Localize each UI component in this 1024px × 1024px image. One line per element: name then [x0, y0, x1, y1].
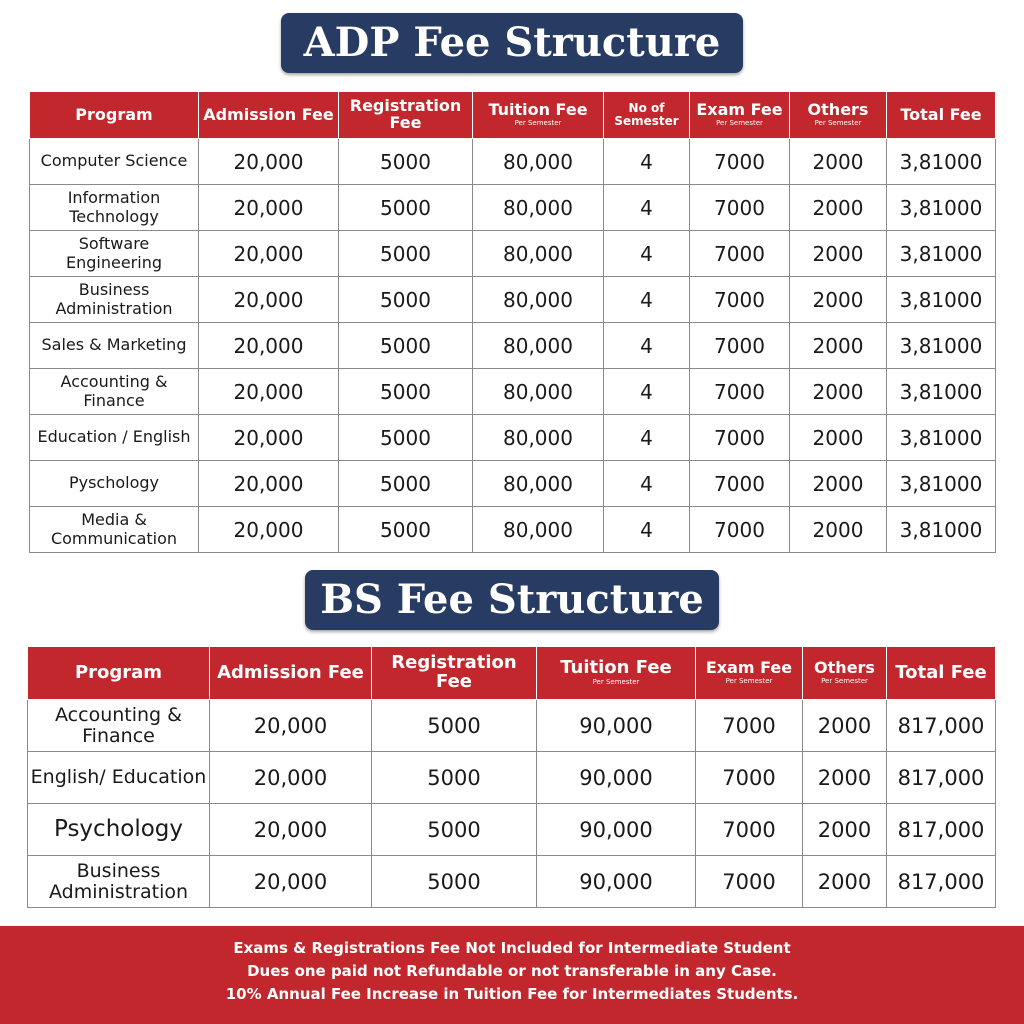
- adp-cell-semesters: 4: [604, 461, 690, 507]
- adp-cell-semesters: 4: [604, 277, 690, 323]
- adp-cell-tuition: 80,000: [473, 231, 604, 277]
- adp-cell-admission: 20,000: [199, 507, 339, 553]
- bs-cell-exam: 7000: [696, 700, 803, 752]
- table-row: [28, 804, 996, 856]
- adp-cell-tuition: 80,000: [473, 185, 604, 231]
- adp-cell-total: 3,81000: [887, 415, 996, 461]
- bs-header-registration: Registration Fee: [372, 647, 537, 700]
- bs-cell-others: 2000: [803, 804, 887, 856]
- bs-cell-others: 2000: [803, 752, 887, 804]
- adp-cell-program: Education / English: [30, 415, 199, 461]
- adp-header-others-sub: Per Semester: [814, 119, 862, 128]
- adp-cell-total: 3,81000: [887, 369, 996, 415]
- adp-cell-total: 3,81000: [887, 185, 996, 231]
- adp-header-semesters: No of Semester: [604, 92, 690, 139]
- adp-cell-exam: 7000: [690, 507, 790, 553]
- footer-notes: [0, 926, 1024, 1024]
- adp-header-tuition-sub: Per Semester: [514, 119, 562, 128]
- bs-cell-program: Psychology: [28, 804, 210, 856]
- adp-cell-admission: 20,000: [199, 231, 339, 277]
- bs-cell-total: 817,000: [887, 804, 996, 856]
- table-row: [30, 277, 996, 323]
- adp-cell-total: 3,81000: [887, 323, 996, 369]
- table-row: [30, 415, 996, 461]
- adp-cell-exam: 7000: [690, 231, 790, 277]
- bs-cell-total: 817,000: [887, 752, 996, 804]
- bs-fee-table: [27, 646, 996, 908]
- bs-cell-tuition: 90,000: [537, 700, 696, 752]
- adp-cell-semesters: 4: [604, 323, 690, 369]
- adp-cell-tuition: 80,000: [473, 415, 604, 461]
- adp-fee-table: [29, 91, 996, 553]
- bs-cell-total: 817,000: [887, 700, 996, 752]
- adp-cell-semesters: 4: [604, 231, 690, 277]
- adp-cell-others: 2000: [790, 323, 887, 369]
- bs-cell-exam: 7000: [696, 752, 803, 804]
- adp-cell-others: 2000: [790, 461, 887, 507]
- bs-cell-admission: 20,000: [210, 752, 372, 804]
- adp-cell-others: 2000: [790, 507, 887, 553]
- adp-cell-others: 2000: [790, 139, 887, 185]
- adp-cell-tuition: 80,000: [473, 277, 604, 323]
- adp-cell-total: 3,81000: [887, 507, 996, 553]
- adp-cell-total: 3,81000: [887, 139, 996, 185]
- adp-cell-registration: 5000: [339, 323, 473, 369]
- adp-cell-tuition: 80,000: [473, 323, 604, 369]
- bs-header-tuition: [537, 647, 696, 700]
- bs-header-others-sub: Per Semester: [821, 677, 868, 686]
- table-row: [30, 323, 996, 369]
- adp-cell-exam: 7000: [690, 139, 790, 185]
- footer-note: Dues one paid not Refundable or not transferable in any Case.: [247, 962, 777, 980]
- bs-cell-exam: 7000: [696, 856, 803, 908]
- adp-cell-exam: 7000: [690, 277, 790, 323]
- adp-header-others: [790, 92, 887, 139]
- adp-header-exam-sub: Per Semester: [716, 119, 763, 128]
- table-row: [30, 185, 996, 231]
- bs-cell-admission: 20,000: [210, 804, 372, 856]
- adp-cell-program: Pyschology: [30, 461, 199, 507]
- table-row: [30, 369, 996, 415]
- adp-cell-program: Business Administration: [30, 277, 199, 323]
- table-row: [28, 752, 996, 804]
- adp-cell-registration: 5000: [339, 415, 473, 461]
- adp-cell-others: 2000: [790, 277, 887, 323]
- footer-note: Exams & Registrations Fee Not Included for Intermediate Student: [233, 939, 791, 957]
- footer-note: 10% Annual Fee Increase in Tuition Fee for Intermediates Students.: [225, 985, 799, 1003]
- bs-title: BS Fee Structure: [305, 570, 719, 630]
- adp-title: ADP Fee Structure: [281, 13, 743, 73]
- adp-cell-registration: 5000: [339, 231, 473, 277]
- adp-cell-admission: 20,000: [199, 415, 339, 461]
- adp-cell-total: 3,81000: [887, 277, 996, 323]
- table-row: [30, 231, 996, 277]
- bs-cell-program: English/ Education: [28, 752, 210, 804]
- bs-cell-registration: 5000: [372, 700, 537, 752]
- adp-header-exam-label: Exam Fee: [696, 100, 783, 120]
- adp-cell-total: 3,81000: [887, 461, 996, 507]
- adp-cell-admission: 20,000: [199, 369, 339, 415]
- adp-cell-total: 3,81000: [887, 231, 996, 277]
- adp-header-total: Total Fee: [887, 92, 996, 139]
- adp-cell-program: Media & Communication: [30, 507, 199, 553]
- adp-cell-tuition: 80,000: [473, 139, 604, 185]
- table-row: [30, 507, 996, 553]
- bs-header-others-label: Others: [814, 658, 875, 678]
- bs-cell-program: Accounting & Finance: [28, 700, 210, 752]
- adp-cell-exam: 7000: [690, 185, 790, 231]
- adp-cell-program: Computer Science: [30, 139, 199, 185]
- adp-cell-tuition: 80,000: [473, 369, 604, 415]
- adp-cell-program: Sales & Marketing: [30, 323, 199, 369]
- bs-table-body: [28, 700, 996, 908]
- adp-cell-exam: 7000: [690, 369, 790, 415]
- bs-cell-tuition: 90,000: [537, 804, 696, 856]
- adp-cell-others: 2000: [790, 369, 887, 415]
- bs-header-tuition-sub: Per Semester: [592, 678, 640, 687]
- adp-cell-others: 2000: [790, 231, 887, 277]
- adp-cell-others: 2000: [790, 185, 887, 231]
- bs-cell-admission: 20,000: [210, 700, 372, 752]
- bs-cell-registration: 5000: [372, 752, 537, 804]
- adp-cell-admission: 20,000: [199, 323, 339, 369]
- adp-cell-program: Accounting & Finance: [30, 369, 199, 415]
- adp-header-program: Program: [30, 92, 199, 139]
- bs-cell-registration: 5000: [372, 856, 537, 908]
- adp-table-body: [30, 139, 996, 553]
- adp-cell-exam: 7000: [690, 461, 790, 507]
- adp-cell-program: Software Engineering: [30, 231, 199, 277]
- adp-cell-semesters: 4: [604, 139, 690, 185]
- adp-cell-admission: 20,000: [199, 139, 339, 185]
- bs-cell-admission: 20,000: [210, 856, 372, 908]
- bs-cell-tuition: 90,000: [537, 856, 696, 908]
- bs-cell-total: 817,000: [887, 856, 996, 908]
- bs-header-others: [803, 647, 887, 700]
- bs-header-exam-sub: Per Semester: [725, 677, 773, 686]
- bs-header-program: Program: [28, 647, 210, 700]
- bs-header-exam-label: Exam Fee: [705, 658, 793, 678]
- adp-header-admission: Admission Fee: [199, 92, 339, 139]
- adp-cell-semesters: 4: [604, 507, 690, 553]
- adp-header-registration: Registration Fee: [339, 92, 473, 139]
- bs-header-admission: Admission Fee: [210, 647, 372, 700]
- bs-cell-registration: 5000: [372, 804, 537, 856]
- table-row: [28, 700, 996, 752]
- adp-cell-registration: 5000: [339, 277, 473, 323]
- adp-cell-admission: 20,000: [199, 185, 339, 231]
- adp-cell-semesters: 4: [604, 369, 690, 415]
- adp-cell-exam: 7000: [690, 323, 790, 369]
- adp-cell-others: 2000: [790, 415, 887, 461]
- adp-cell-semesters: 4: [604, 415, 690, 461]
- bs-header-exam: [696, 647, 803, 700]
- adp-cell-registration: 5000: [339, 369, 473, 415]
- adp-header-tuition-label: Tuition Fee: [488, 100, 588, 120]
- adp-cell-program: Information Technology: [30, 185, 199, 231]
- adp-cell-admission: 20,000: [199, 277, 339, 323]
- table-row: [28, 856, 996, 908]
- table-row: [30, 139, 996, 185]
- adp-cell-tuition: 80,000: [473, 461, 604, 507]
- adp-cell-admission: 20,000: [199, 461, 339, 507]
- bs-header-row: [28, 647, 996, 700]
- adp-cell-registration: 5000: [339, 139, 473, 185]
- bs-cell-tuition: 90,000: [537, 752, 696, 804]
- adp-cell-registration: 5000: [339, 461, 473, 507]
- adp-cell-tuition: 80,000: [473, 507, 604, 553]
- adp-header-exam: [690, 92, 790, 139]
- adp-header-others-label: Others: [807, 100, 869, 120]
- adp-header-tuition: [473, 92, 604, 139]
- bs-cell-program: Business Administration: [28, 856, 210, 908]
- bs-header-total: Total Fee: [887, 647, 996, 700]
- adp-cell-exam: 7000: [690, 415, 790, 461]
- bs-cell-exam: 7000: [696, 804, 803, 856]
- bs-cell-others: 2000: [803, 700, 887, 752]
- bs-cell-others: 2000: [803, 856, 887, 908]
- adp-header-row: [30, 92, 996, 139]
- bs-header-tuition-label: Tuition Fee: [560, 657, 672, 679]
- adp-cell-semesters: 4: [604, 185, 690, 231]
- adp-cell-registration: 5000: [339, 185, 473, 231]
- adp-cell-registration: 5000: [339, 507, 473, 553]
- table-row: [30, 461, 996, 507]
